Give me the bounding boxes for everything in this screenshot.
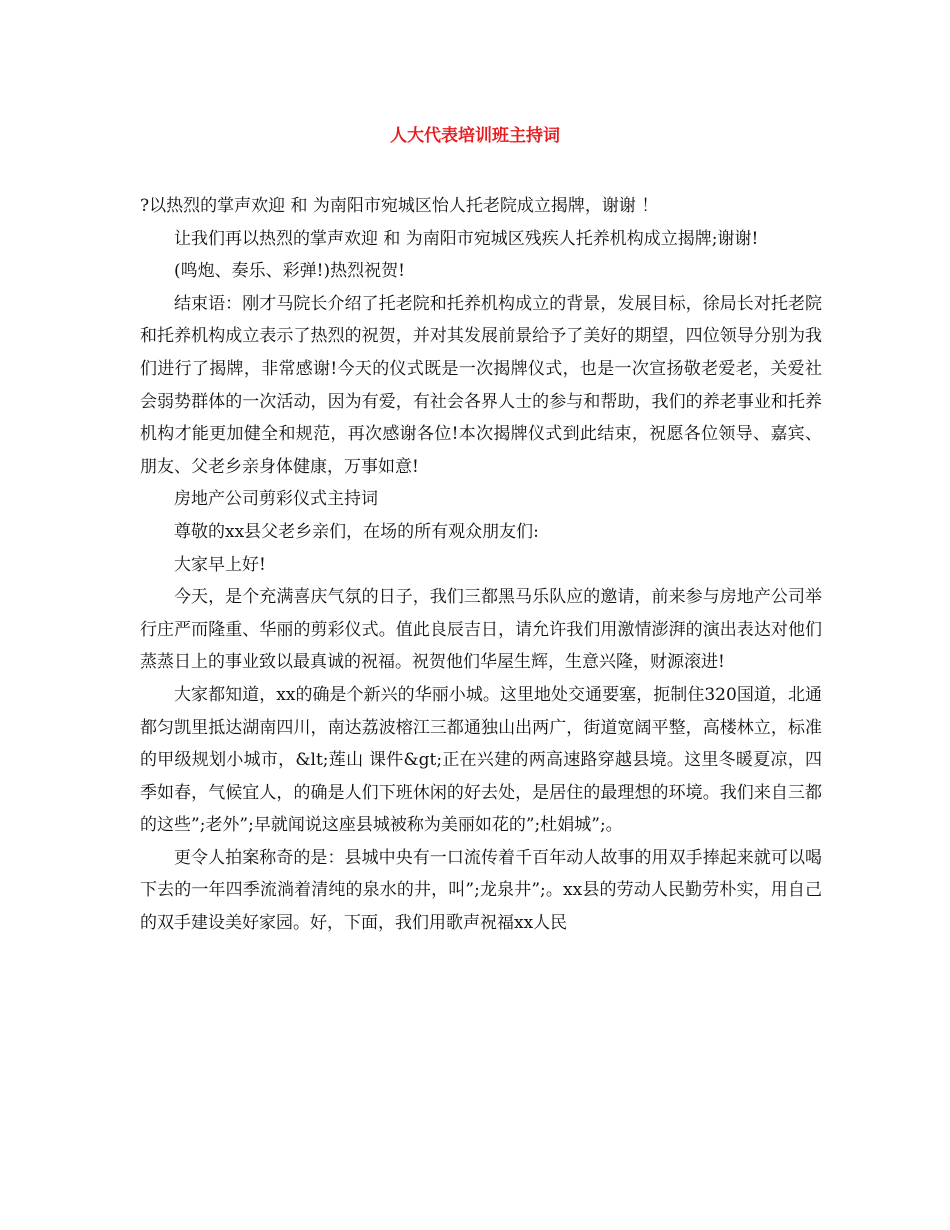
paragraph: 大家都知道，xx的确是个新兴的华丽小城。这里地处交通要塞，扼制住320国道，北通都匀凯里抵达湖南四川，南达荔波榕江三都通独山出两广，街道宽阔平整，高楼林立，标准的甲级规划小城市，&lt;莲山 课件&gt;正在兴建的两高速路穿越县境。这里冬暖夏凉，四季如春，气候宜人，的确是人们下班休闲的好去处，是居住的最理想的环境。我们来自三都的这些”;老外”;早就闻说这座县城被称为美丽如花的”;杜娟城”;。 xyxy=(140,684,822,836)
paragraph: 更令人拍案称奇的是：县城中央有一口流传着千百年动人故事的用双手捧起来就可以喝下去的一年四季流淌着清纯的泉水的井，叫”;龙泉井”;。xx县的劳动人民勤劳朴实，用自己的双手建设美好家园。好，下面，我们用歌声祝福xx人民 xyxy=(140,847,822,934)
paragraph: 结束语：刚才马院长介绍了托老院和托养机构成立的背景，发展目标，徐局长对托老院和托养机构成立表示了热烈的祝贺，并对其发展前景给予了美好的期望，四位领导分别为我们进行了揭牌，非常感谢!今天的仪式既是一次揭牌仪式，也是一次宣扬敬老爱老，关爱社会弱势群体的一次活动，因为有爱，有社会各界人士的参与和帮助，我们的养老事业和托养机构才能更加健全和规范，再次感谢各位!本次揭牌仪式到此结束，祝愿各位领导、嘉宾、朋友、父老乡亲身体健康，万事如意! xyxy=(140,293,822,477)
paragraph: 尊敬的xx县父老乡亲们，在场的所有观众朋友们: xyxy=(174,521,539,542)
paragraph: 让我们再以热烈的掌声欢迎 和 为南阳市宛城区残疾人托养机构成立揭牌;谢谢! xyxy=(174,228,759,249)
paragraph: (鸣炮、奏乐、彩弹!)热烈祝贺! xyxy=(174,261,405,282)
document-title: 人大代表培训班主持词 xyxy=(390,126,560,146)
paragraph: 房地产公司剪彩仪式主持词 xyxy=(174,489,378,510)
paragraph: 大家早上好! xyxy=(174,554,266,575)
paragraph: 今天，是个充满喜庆气氛的日子，我们三都黑马乐队应的邀请，前来参与房地产公司举行庄严而隆重、华丽的剪彩仪式。值此良辰吉日，请允许我们用激情澎湃的演出表达对他们蒸蒸日上的事业致以最真诚的祝福。祝贺他们华屋生辉，生意兴隆，财源滚进! xyxy=(140,587,822,673)
document-body xyxy=(140,190,822,940)
paragraph: ?以热烈的掌声欢迎 和 为南阳市宛城区怡人托老院成立揭牌，谢谢 ！ xyxy=(140,196,659,216)
